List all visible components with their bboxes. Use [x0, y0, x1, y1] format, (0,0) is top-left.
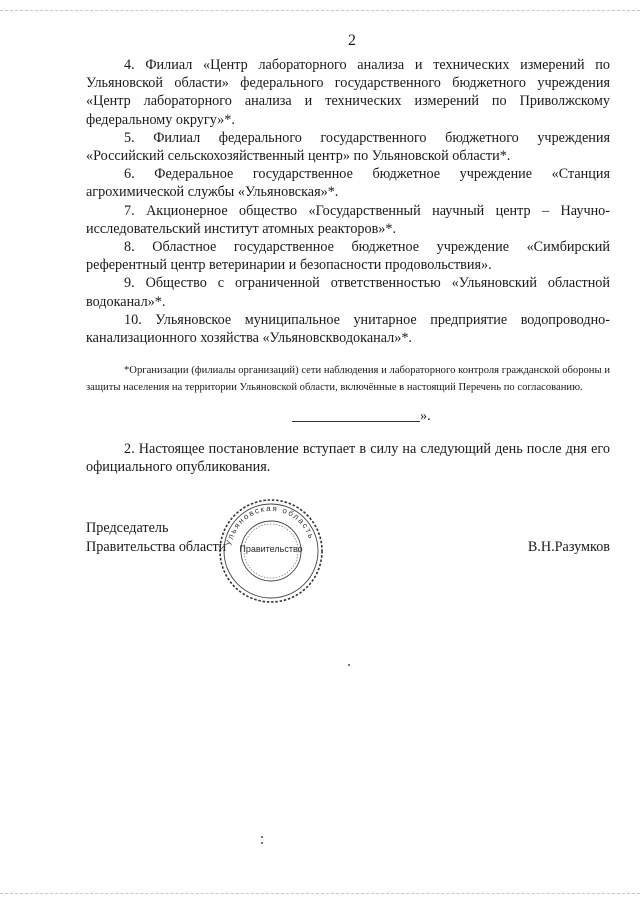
list-item-5: 5. Филиал федерального государственного бюджетного учреждения «Российский сельскохозяйственный центр» по Ульяновской области*. — [86, 129, 610, 165]
document-body — [86, 56, 610, 477]
list-item-4: 4. Филиал «Центр лабораторного анализа и технических измерений по Ульяновской области» федерального государственного бюджетного учреждения «Центр лабораторного анализа и технических измерений по Приволжскому федеральному округу»*. — [86, 57, 610, 128]
page-number: 2 — [348, 32, 356, 49]
footnote: *Организации (филиалы организаций) сети наблюдения и лабораторного контроля гражданской обороны и защиты населения на территории Ульяновской области, включённые в настоящий Перечень по согласованию. — [86, 365, 610, 394]
effect-clause: 2. Настоящее постановление вступает в силу на следующий день после дня его официального опубликования. — [86, 441, 610, 476]
closing-line — [86, 408, 610, 426]
signatory-name: В.Н.Разумков — [527, 539, 610, 555]
scan-speck — [261, 842, 263, 844]
seal-ring-text: Ульяновская область — [224, 503, 317, 547]
signature-title-line-1: Председатель — [86, 520, 169, 536]
list-item-9: 9. Общество с ограниченной ответственностью «Ульяновский областной водоканал»*. — [86, 275, 610, 310]
scan-edge-bottom — [0, 893, 640, 894]
list-item-8: 8. Областное государственное бюджетное учреждение «Симбирский референтный центр ветеринарии и безопасности продовольствия». — [86, 239, 610, 274]
blank-line — [292, 421, 420, 422]
list-item-6: 6. Федеральное государственное бюджетное учреждение «Станция агрохимической службы «Ульяновская»*. — [86, 166, 610, 201]
seal-center-text: Правительство — [239, 544, 303, 554]
scan-speck — [348, 664, 350, 666]
signature-title-line-2: Правительства области — [86, 539, 227, 555]
list-item-10: 10. Ульяновское муниципальное унитарное предприятие водопроводно-канализационного хозяйства «Ульяновскводоканал»*. — [86, 311, 610, 347]
scan-edge-top — [0, 10, 640, 11]
svg-text:Ульяновская область — [224, 504, 316, 546]
closing-quote: ». — [420, 408, 431, 425]
list-item-7: 7. Акционерное общество «Государственный научный центр – Научно-исследовательский институт атомных реакторов»*. — [86, 202, 610, 237]
official-seal — [218, 498, 324, 604]
scan-speck — [261, 836, 263, 838]
